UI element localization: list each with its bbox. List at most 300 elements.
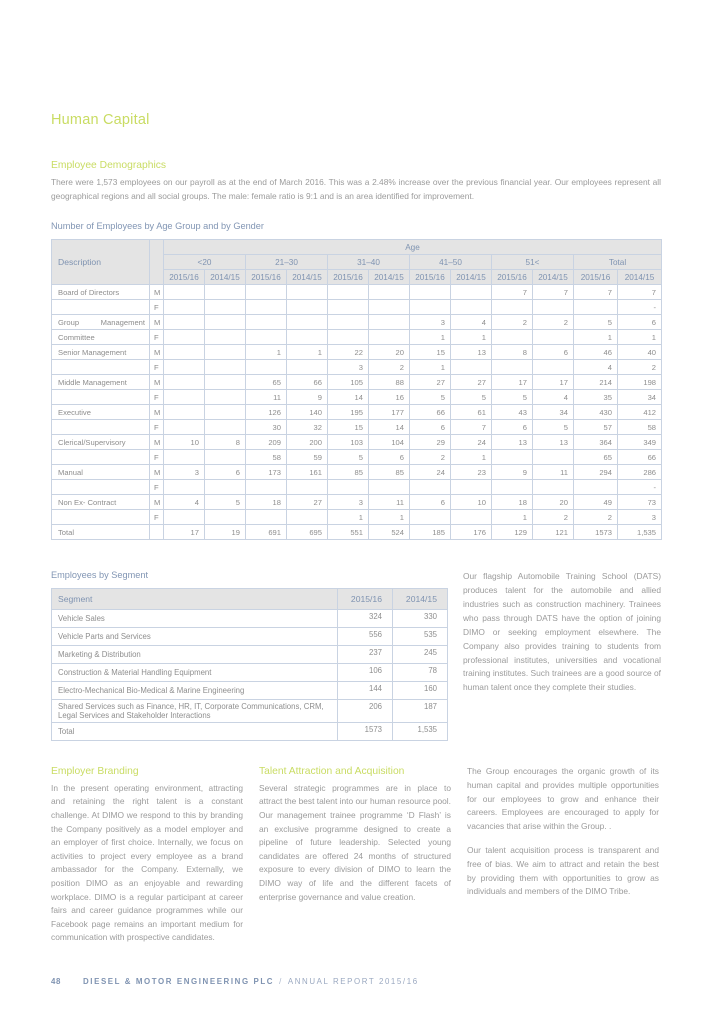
segment-and-side-text (51, 570, 661, 741)
table-cell: 1 (618, 330, 662, 345)
table-cell: 294 (574, 465, 618, 480)
segment-header-row (52, 589, 448, 610)
table-cell (287, 285, 328, 300)
age-table-caption: Number of Employees by Age Group and by Gender (51, 221, 264, 232)
row-gender: M (150, 315, 164, 330)
side-text-column (463, 570, 661, 741)
table-cell (164, 450, 205, 465)
header-age-group-2: 31–40 (328, 255, 410, 270)
row-label: Middle Management (52, 375, 150, 390)
table-cell: 3 (328, 360, 369, 375)
table-cell: 15 (410, 345, 451, 360)
table-cell (328, 285, 369, 300)
table-cell: 65 (246, 375, 287, 390)
table-cell: 13 (492, 435, 533, 450)
table-cell (246, 510, 287, 525)
table-cell: 4 (164, 495, 205, 510)
table-header-row-age (52, 240, 662, 255)
table-row (52, 405, 662, 420)
table-cell (205, 375, 246, 390)
table-cell: 24 (451, 435, 492, 450)
table-cell: 66 (287, 375, 328, 390)
table-cell: 412 (618, 405, 662, 420)
table-cell (164, 390, 205, 405)
table-cell: 20 (533, 495, 574, 510)
table-cell: 49 (574, 495, 618, 510)
table-cell: 6 (410, 495, 451, 510)
table-row (52, 646, 448, 664)
table-cell: 200 (287, 435, 328, 450)
table-cell: 430 (574, 405, 618, 420)
table-row (52, 450, 662, 465)
table-cell (205, 450, 246, 465)
table-cell: 1 (574, 330, 618, 345)
header-year-current-4: 2015/16 (492, 270, 533, 285)
segment-current-value: 1573 (338, 723, 393, 741)
segment-previous-value: 78 (393, 664, 448, 682)
page-title: Human Capital (51, 112, 150, 128)
row-gender: M (150, 435, 164, 450)
table-cell: 34 (533, 405, 574, 420)
table-cell: 18 (492, 495, 533, 510)
table-cell: 35 (574, 390, 618, 405)
table-cell: 5 (574, 315, 618, 330)
table-row (52, 315, 662, 330)
segment-name: Shared Services such as Finance, HR, IT, Corporate Communications, CRM, Legal Services and Stakeholder Interactions (52, 700, 338, 723)
table-cell: 4 (451, 315, 492, 330)
table-cell (369, 315, 410, 330)
table-cell: 364 (574, 435, 618, 450)
table-row (52, 465, 662, 480)
segment-name: Electro-Mechanical Bio-Medical & Marine Engineering (52, 682, 338, 700)
table-cell: 695 (287, 525, 328, 540)
table-cell (410, 480, 451, 495)
table-cell (205, 390, 246, 405)
row-label: Total (52, 525, 150, 540)
table-cell (287, 300, 328, 315)
table-cell (533, 360, 574, 375)
table-cell (492, 330, 533, 345)
table-cell: 1 (287, 345, 328, 360)
table-cell: 19 (205, 525, 246, 540)
row-gender: F (150, 420, 164, 435)
table-cell: 6 (533, 345, 574, 360)
table-cell: 27 (287, 495, 328, 510)
talent-attraction-paragraph: Several strategic programmes are in place to attract the best talent into our human resource pool. Our management trainee programme ‘D Flash’ is an exclusive programme designed to create a pipeline of future leadership. Selected young candidates are offered 24 months of structured exposure to every division of DIMO to learn the DIMO way of life and the different facets of enterprise governance and value creation. (259, 782, 451, 902)
table-cell: 1573 (574, 525, 618, 540)
table-cell (205, 285, 246, 300)
employees-by-segment-table (51, 588, 448, 741)
table-cell: 58 (246, 450, 287, 465)
section-heading-employer-branding: Employer Branding (51, 766, 139, 778)
table-cell: 195 (328, 405, 369, 420)
table-cell (287, 360, 328, 375)
table-cell: 691 (246, 525, 287, 540)
table-cell (164, 285, 205, 300)
table-cell (574, 300, 618, 315)
table-cell (533, 480, 574, 495)
table-cell (492, 360, 533, 375)
table-cell: 59 (287, 450, 328, 465)
header-year-previous-total: 2014/15 (618, 270, 662, 285)
header-year-previous-0: 2014/15 (205, 270, 246, 285)
table-cell (205, 420, 246, 435)
header-age-group-3: 41–50 (410, 255, 492, 270)
employer-branding-paragraph: In the present operating environment, attracting and retaining the right talent is a constant challenge. At DIMO we respond to this by branding the Company positively as a model employer and an employer of first choice. Internally, we focus on activities to project every employee as a brand ambassador for the Company. Externally, we position DIMO as an enjoyable and rewarding workplace. DIMO is a regular participant at career fairs and career guidance programmes while our Facebook page remains an important medium for communication with prospective candidates. (51, 782, 243, 943)
table-cell: 13 (451, 345, 492, 360)
age-gender-table (51, 239, 662, 540)
bottom-text-columns (51, 765, 661, 945)
row-gender: F (150, 390, 164, 405)
table-cell: 5 (492, 390, 533, 405)
header-description: Description (52, 240, 150, 285)
row-label: Board of Directors (52, 285, 150, 300)
table-row (52, 682, 448, 700)
table-cell (164, 405, 205, 420)
row-gender: M (150, 375, 164, 390)
table-cell (205, 315, 246, 330)
table-cell: 5 (451, 390, 492, 405)
table-cell (287, 510, 328, 525)
table-cell: 3 (164, 465, 205, 480)
header-year-current-0: 2015/16 (164, 270, 205, 285)
segment-table-head (52, 589, 448, 610)
table-cell: 6 (492, 420, 533, 435)
table-row (52, 700, 448, 723)
footer-page-number: 48 (51, 977, 61, 986)
table-cell: 2 (618, 360, 662, 375)
table-cell: 34 (618, 390, 662, 405)
table-cell (410, 510, 451, 525)
table-cell: 3 (410, 315, 451, 330)
section-heading-employee-demographics: Employee Demographics (51, 160, 167, 172)
table-row (52, 610, 448, 628)
table-cell (164, 375, 205, 390)
table-cell: 61 (451, 405, 492, 420)
age-table-head (52, 240, 662, 285)
row-gender: F (150, 450, 164, 465)
table-cell: 43 (492, 405, 533, 420)
table-cell (205, 480, 246, 495)
table-cell: 9 (287, 390, 328, 405)
table-cell (328, 300, 369, 315)
table-cell: 14 (369, 420, 410, 435)
table-cell: 27 (410, 375, 451, 390)
table-cell: 23 (451, 465, 492, 480)
table-cell: 2 (574, 510, 618, 525)
table-cell: 1 (451, 330, 492, 345)
table-cell: 18 (246, 495, 287, 510)
table-cell (246, 330, 287, 345)
table-cell (246, 315, 287, 330)
header-year-previous-4: 2014/15 (533, 270, 574, 285)
table-cell (451, 300, 492, 315)
row-label (52, 300, 150, 315)
employee-demographics-paragraph: There were 1,573 employees on our payroll as at the end of March 2016. This was a 2.48% increase over the previous financial year. Our employees represent all geographical regions and all social groups. The male: female ratio is 9:1 and is an area identified for improvement. (51, 176, 661, 201)
table-row (52, 300, 662, 315)
table-cell: 2 (369, 360, 410, 375)
table-cell: 103 (328, 435, 369, 450)
table-cell: 214 (574, 375, 618, 390)
table-cell: 7 (618, 285, 662, 300)
table-cell: 32 (287, 420, 328, 435)
header-year-current-1: 2015/16 (246, 270, 287, 285)
table-cell (205, 360, 246, 375)
table-cell: 349 (618, 435, 662, 450)
table-cell: 2 (410, 450, 451, 465)
table-cell (369, 300, 410, 315)
table-cell: 3 (328, 495, 369, 510)
segment-column (51, 570, 447, 741)
row-label (52, 450, 150, 465)
table-row (52, 510, 662, 525)
table-cell (369, 285, 410, 300)
table-cell (205, 510, 246, 525)
row-gender: M (150, 285, 164, 300)
side-paragraph-1: Our flagship Automobile Training School (DATS) produces talent for the automobile and allied industries such as construction machinery. Trainees who pass through DATS have the option of joining DIMO or seeking employment elsewhere. The Company also provides training to students from professional institutes, universities and vocational training institutes. Such trainees are a good source of human talent once they complete their studies. (463, 571, 661, 693)
segment-previous-value: 160 (393, 682, 448, 700)
table-cell (328, 315, 369, 330)
table-cell (246, 300, 287, 315)
row-label (52, 480, 150, 495)
table-cell: 17 (164, 525, 205, 540)
table-cell: 104 (369, 435, 410, 450)
row-gender: F (150, 510, 164, 525)
table-cell: 57 (574, 420, 618, 435)
table-cell: 85 (328, 465, 369, 480)
table-cell (328, 480, 369, 495)
table-cell (451, 285, 492, 300)
table-row (52, 390, 662, 405)
table-cell: 20 (369, 345, 410, 360)
header-gender-blank (150, 240, 164, 285)
table-cell: 17 (533, 375, 574, 390)
table-cell (492, 300, 533, 315)
table-cell: 30 (246, 420, 287, 435)
table-cell (205, 405, 246, 420)
header-year-previous-3: 2014/15 (451, 270, 492, 285)
header-age-group-1: 21–30 (246, 255, 328, 270)
table-cell: 121 (533, 525, 574, 540)
row-gender: M (150, 405, 164, 420)
row-label: Manual (52, 465, 150, 480)
table-cell: 40 (618, 345, 662, 360)
table-cell (492, 450, 533, 465)
table-row (52, 420, 662, 435)
table-cell (451, 360, 492, 375)
table-cell: 66 (618, 450, 662, 465)
table-cell: 14 (328, 390, 369, 405)
table-cell (533, 300, 574, 315)
table-cell: 1,535 (618, 525, 662, 540)
table-cell: 22 (328, 345, 369, 360)
table-cell: 2 (533, 315, 574, 330)
header-year-current-3: 2015/16 (410, 270, 451, 285)
table-cell: 15 (328, 420, 369, 435)
table-cell: 176 (451, 525, 492, 540)
segment-header-current: 2015/16 (338, 589, 393, 610)
table-cell: 209 (246, 435, 287, 450)
header-age-group-4: 51< (492, 255, 574, 270)
table-row (52, 723, 448, 741)
table-cell: 85 (369, 465, 410, 480)
segment-header-name: Segment (52, 589, 338, 610)
row-label: Executive (52, 405, 150, 420)
table-cell: 1 (410, 360, 451, 375)
segment-name: Marketing & Distribution (52, 646, 338, 664)
table-cell: 7 (492, 285, 533, 300)
table-cell: 185 (410, 525, 451, 540)
row-label (52, 420, 150, 435)
group-growth-column (467, 765, 659, 945)
table-cell: 9 (492, 465, 533, 480)
table-cell (205, 330, 246, 345)
segment-current-value: 237 (338, 646, 393, 664)
table-cell (287, 315, 328, 330)
table-cell: 66 (410, 405, 451, 420)
table-row (52, 480, 662, 495)
table-cell: 1 (492, 510, 533, 525)
table-cell (410, 300, 451, 315)
table-cell: 1 (410, 330, 451, 345)
row-gender: M (150, 345, 164, 360)
table-cell: 8 (492, 345, 533, 360)
table-cell: 10 (451, 495, 492, 510)
table-row (52, 435, 662, 450)
segment-name: Vehicle Parts and Services (52, 628, 338, 646)
table-cell: 6 (618, 315, 662, 330)
table-cell: 17 (492, 375, 533, 390)
table-cell (164, 345, 205, 360)
row-gender: M (150, 495, 164, 510)
segment-previous-value: 330 (393, 610, 448, 628)
table-cell (164, 420, 205, 435)
row-gender: F (150, 330, 164, 345)
table-row (52, 360, 662, 375)
header-year-current-2: 2015/16 (328, 270, 369, 285)
table-cell: 88 (369, 375, 410, 390)
table-cell: 11 (369, 495, 410, 510)
table-cell: 4 (533, 390, 574, 405)
table-cell: 11 (246, 390, 287, 405)
table-cell: 1 (328, 510, 369, 525)
row-label: Committee (52, 330, 150, 345)
segment-previous-value: 535 (393, 628, 448, 646)
table-cell: 8 (205, 435, 246, 450)
table-cell: 524 (369, 525, 410, 540)
header-year-previous-1: 2014/15 (287, 270, 328, 285)
header-year-previous-2: 2014/15 (369, 270, 410, 285)
header-age: Age (164, 240, 662, 255)
table-row (52, 525, 662, 540)
table-cell (492, 480, 533, 495)
row-label: Senior Management (52, 345, 150, 360)
table-cell: 11 (533, 465, 574, 480)
segment-current-value: 324 (338, 610, 393, 628)
segment-current-value: 556 (338, 628, 393, 646)
table-cell (451, 480, 492, 495)
table-cell (246, 360, 287, 375)
segment-table-caption: Employees by Segment (51, 570, 149, 581)
table-cell (246, 285, 287, 300)
table-cell: 105 (328, 375, 369, 390)
table-cell: 177 (369, 405, 410, 420)
segment-previous-value: 245 (393, 646, 448, 664)
segment-current-value: 106 (338, 664, 393, 682)
footer-report-name: ANNUAL REPORT 2015/16 (287, 977, 419, 986)
age-table-body (52, 285, 662, 540)
table-cell: 10 (164, 435, 205, 450)
table-cell: 5 (205, 495, 246, 510)
table-cell: 161 (287, 465, 328, 480)
table-row (52, 345, 662, 360)
table-cell: 1 (369, 510, 410, 525)
table-cell (246, 480, 287, 495)
segment-previous-value: 1,535 (393, 723, 448, 741)
table-cell: 73 (618, 495, 662, 510)
section-heading-talent-attraction: Talent Attraction and Acquisition (259, 766, 405, 778)
segment-current-value: 206 (338, 700, 393, 723)
table-cell: - (618, 300, 662, 315)
page-content (51, 112, 661, 945)
table-cell (369, 480, 410, 495)
row-gender: M (150, 465, 164, 480)
table-cell (164, 510, 205, 525)
table-cell: 2 (533, 510, 574, 525)
side-paragraph-2: The Group encourages the organic growth of its human capital and provides multiple opportunities for our employees to grow and enhance their careers. Employees are encouraged to apply for vacancies that arise within the Group. . (467, 766, 659, 831)
table-cell (205, 300, 246, 315)
table-cell: 46 (574, 345, 618, 360)
table-cell: 6 (369, 450, 410, 465)
table-cell: 29 (410, 435, 451, 450)
table-cell: 7 (533, 285, 574, 300)
header-age-group-0: <20 (164, 255, 246, 270)
segment-current-value: 144 (338, 682, 393, 700)
table-cell: 3 (618, 510, 662, 525)
table-row (52, 330, 662, 345)
table-cell: 5 (533, 420, 574, 435)
segment-name: Construction & Material Handling Equipment (52, 664, 338, 682)
table-cell: 173 (246, 465, 287, 480)
table-cell (533, 450, 574, 465)
table-cell (410, 285, 451, 300)
table-row (52, 664, 448, 682)
table-cell (533, 330, 574, 345)
row-gender: F (150, 480, 164, 495)
table-cell (369, 330, 410, 345)
table-cell (164, 480, 205, 495)
employer-branding-column (51, 765, 243, 945)
row-label: Group Management (52, 315, 150, 330)
segment-table-body (52, 610, 448, 741)
table-cell: 6 (410, 420, 451, 435)
segment-header-previous: 2014/15 (393, 589, 448, 610)
row-gender: F (150, 300, 164, 315)
table-cell (164, 315, 205, 330)
table-cell: 286 (618, 465, 662, 480)
table-row (52, 495, 662, 510)
table-cell (451, 510, 492, 525)
table-cell: 7 (574, 285, 618, 300)
talent-attraction-column (259, 765, 451, 945)
page-footer (51, 977, 671, 986)
row-label: Non Ex- Contract (52, 495, 150, 510)
table-cell: 6 (205, 465, 246, 480)
table-cell (164, 360, 205, 375)
table-cell: 551 (328, 525, 369, 540)
table-cell: 58 (618, 420, 662, 435)
table-cell: 1 (246, 345, 287, 360)
